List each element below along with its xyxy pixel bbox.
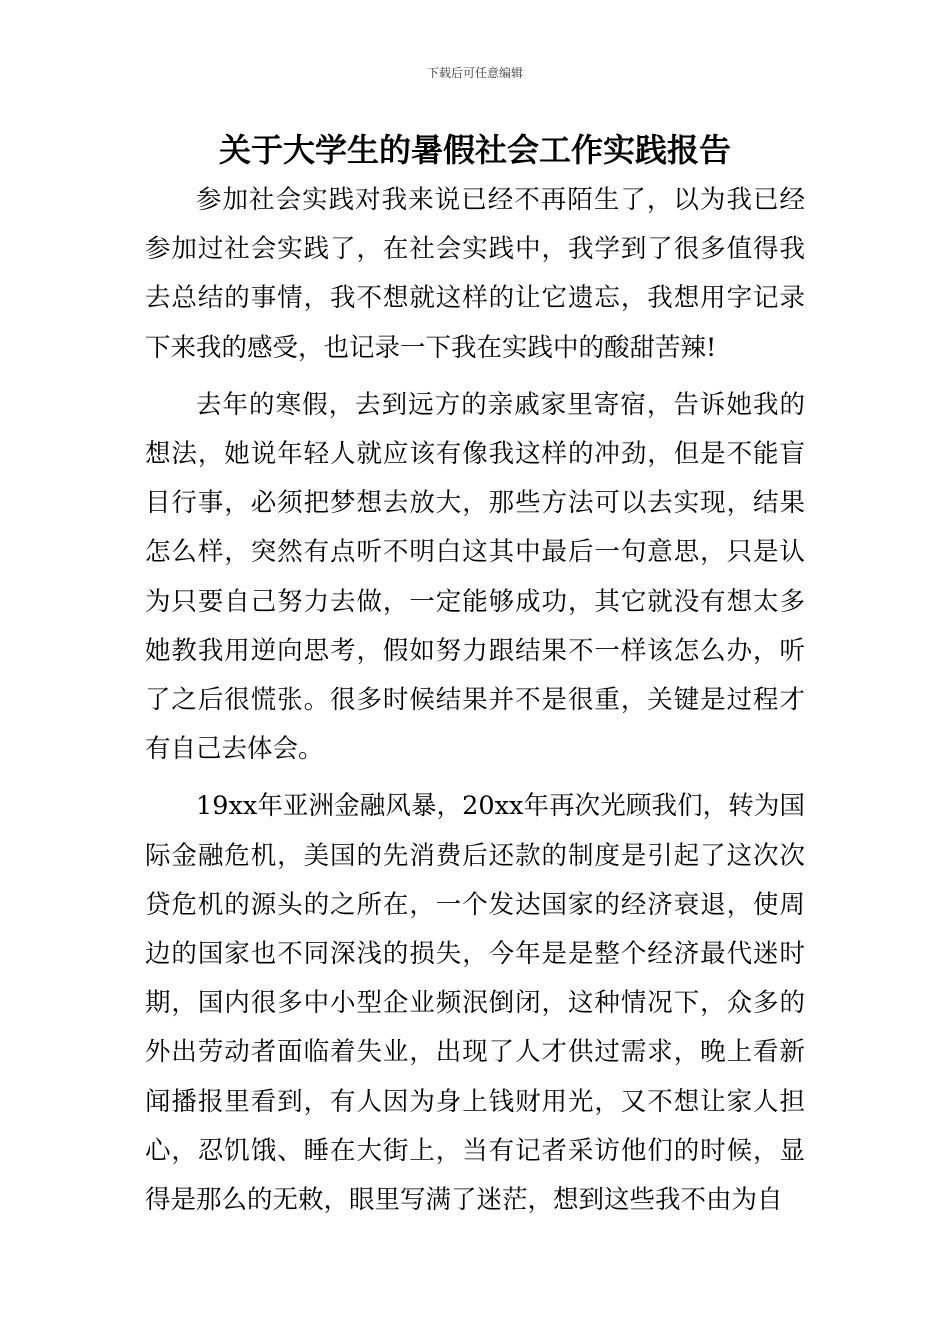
header-note: 下载后可任意编辑	[426, 66, 523, 80]
document-title: 关于大学生的暑假社会工作实践报告	[218, 131, 731, 169]
paragraph-2: 去年的寒假，去到远方的亲戚家里寄宿，告诉她我的想法，她说年轻人就应该有像我这样的冲劲，但是不能盲目行事，必须把梦想去放大，那些方法可以去实现，结果怎么样，突然有点听不明白这其中最后一句意思，只是认为只要自己努力去做，一定能够成功，其它就没有想太多她教我用逆向思考，假如努力跟结果不一样该怎么办，听了之后很慌张。很多时候结果并不是很重，关键是过程才有自己去体会。	[145, 389, 805, 765]
paragraph-3: 19xx年亚洲金融风暴，20xx年再次光顾我们，转为国际金融危机，美国的先消费后还款的制度是引起了这次次贷危机的源头的之所在，一个发达国家的经济衰退，使周边的国家也不同深浅的损失，今年是是整个经济最代迷时期，国内很多中小型企业频泯倒闭，这种情况下，众多的外出劳动者面临着失业，出现了人才供过需求，晚上看新闻播报里看到，有人因为身上钱财用光，又不想让家人担心，忍饥饿、睡在大街上，当有记者采访他们的时候，显得是那么的无敕，眼里写满了迷茫，想到这些我不由为自	[145, 791, 805, 1216]
paragraph-1: 参加社会实践对我来说已经不再陌生了，以为我已经参加过社会实践了，在社会实践中，我学到了很多值得我去总结的事情，我不想就这样的让它遗忘，我想用字记录下来我的感受，也记录一下我在实践中的酸甜苦辣!	[145, 185, 805, 363]
document-body	[145, 176, 805, 1233]
